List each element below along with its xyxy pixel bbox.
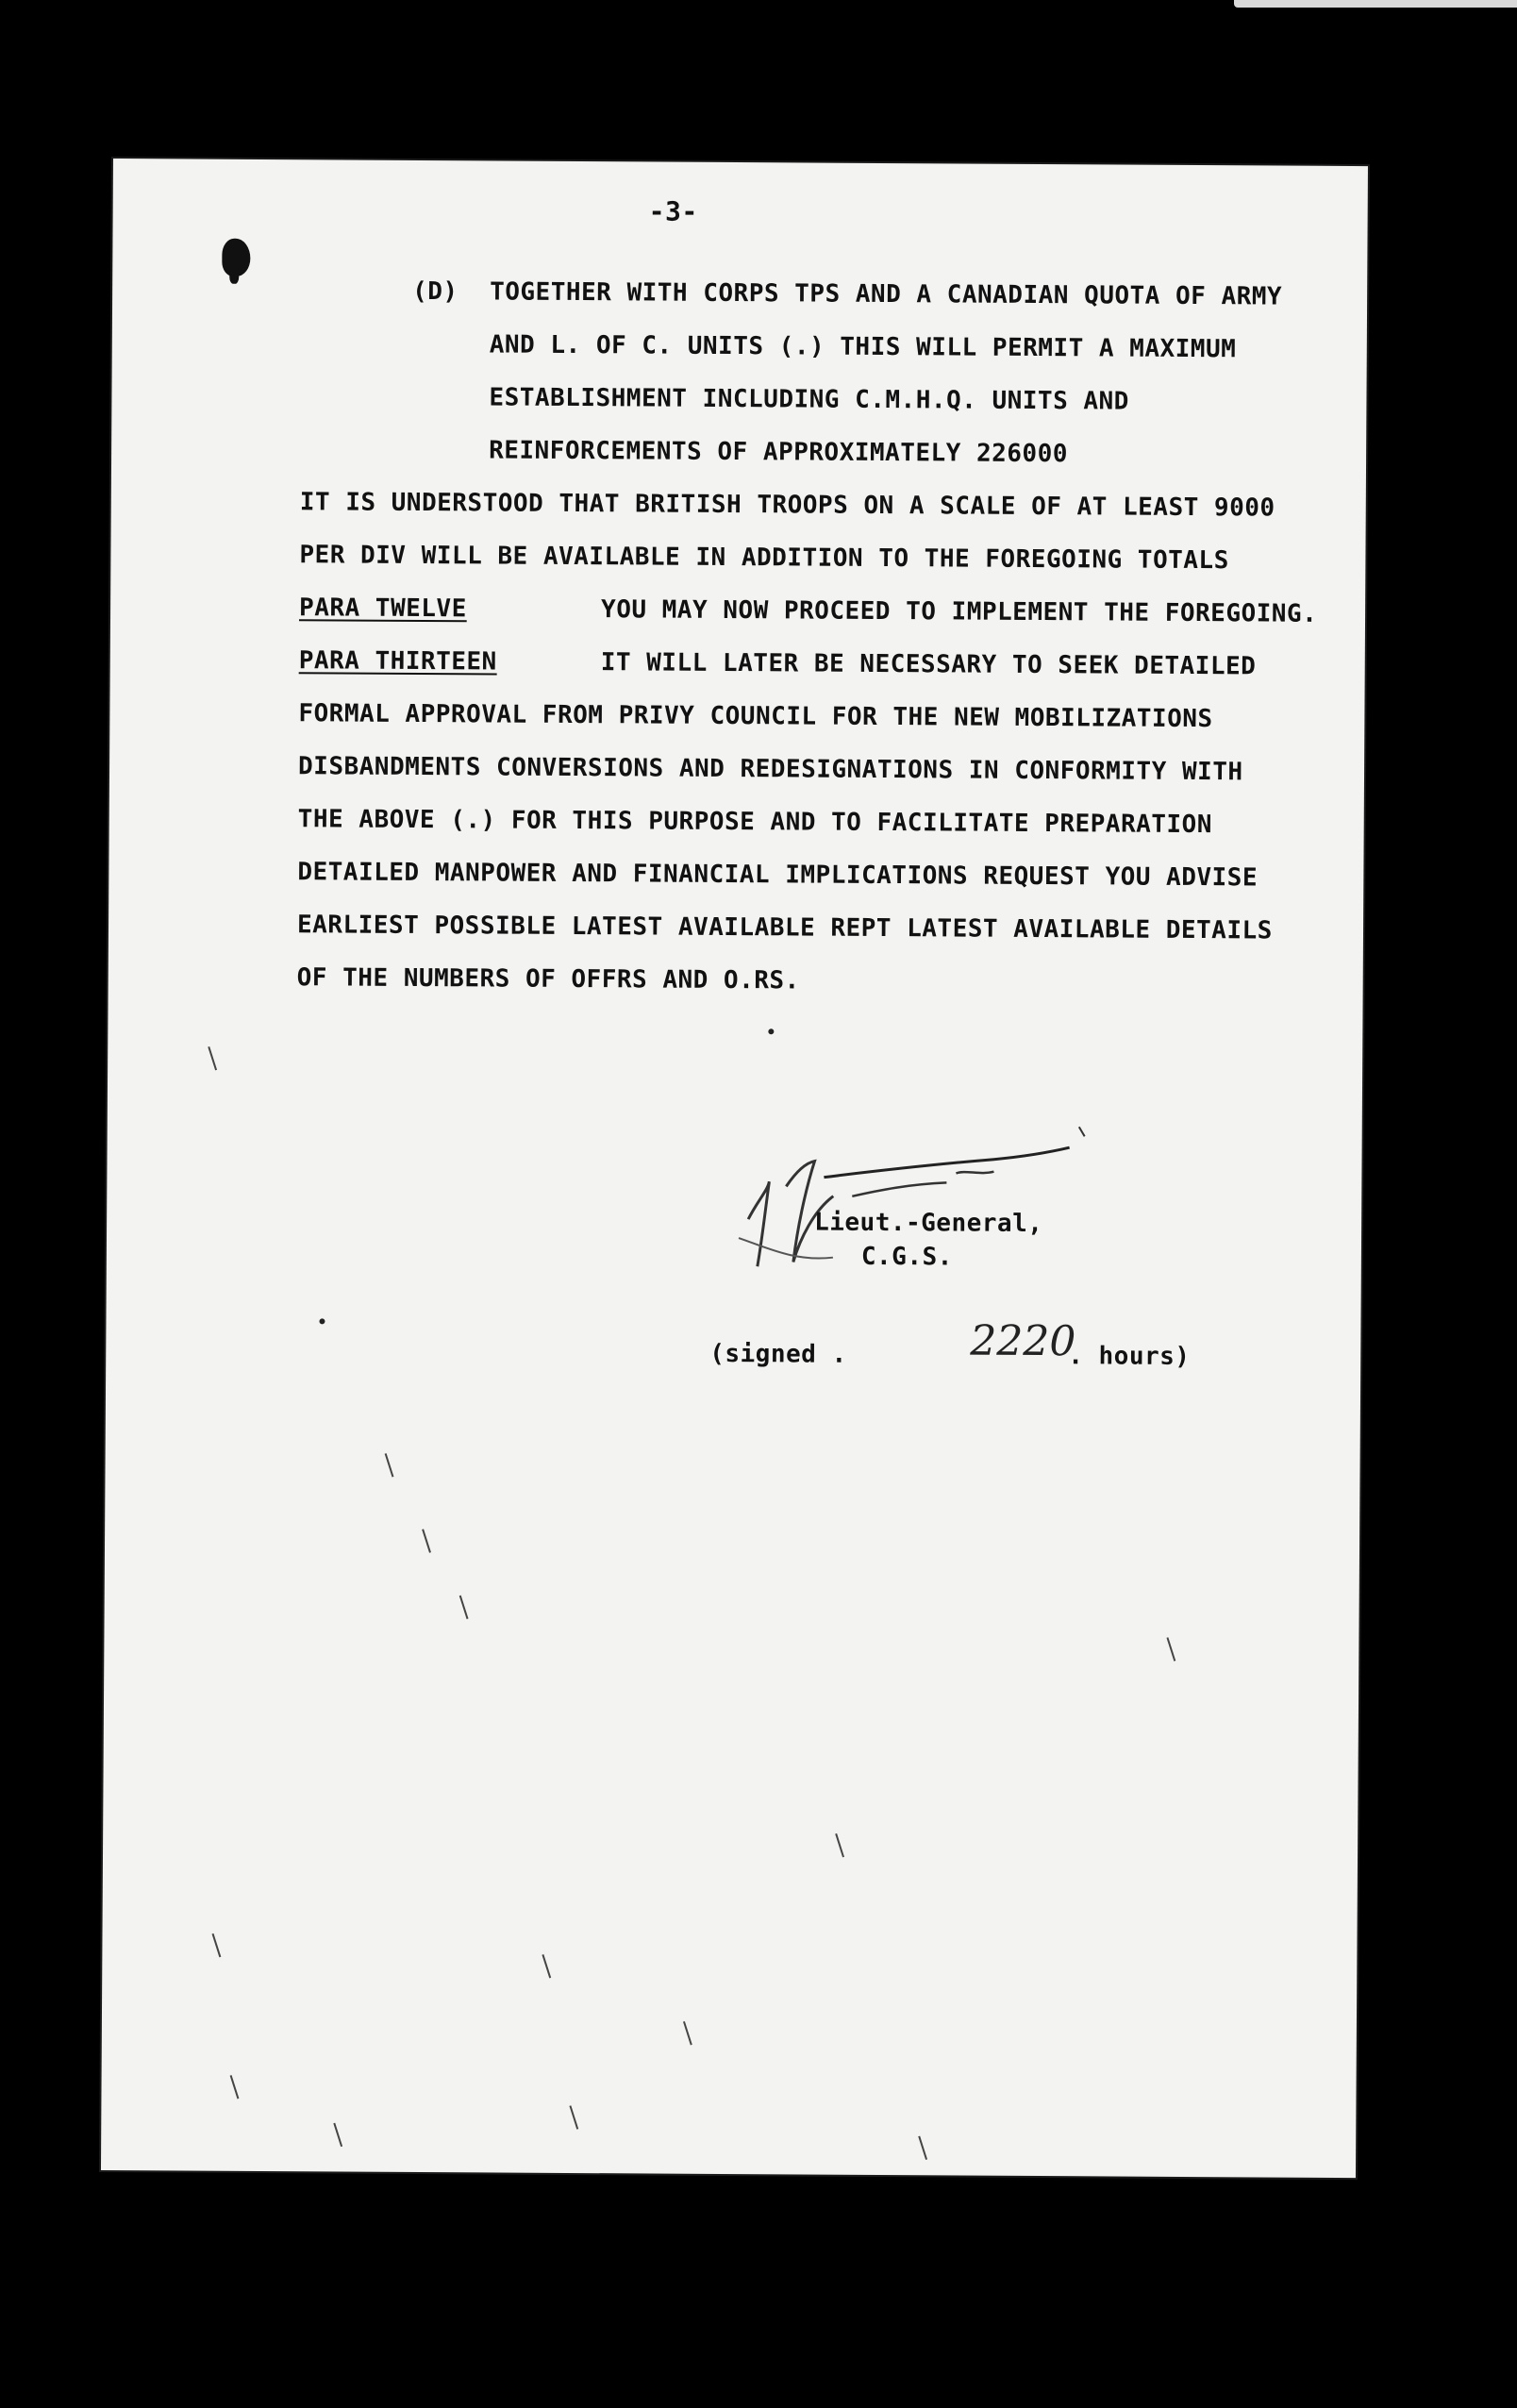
- ink-blot: [222, 239, 250, 276]
- item-label: (D): [412, 276, 458, 307]
- scan-speck: [768, 1028, 774, 1034]
- scan-speck: [319, 1318, 325, 1324]
- para-twelve-label: PARA TWELVE: [299, 594, 467, 624]
- para-thirteen-line: OF THE NUMBERS OF OFFRS AND O.RS.: [296, 963, 800, 995]
- scan-speck: [333, 2123, 342, 2147]
- document-page: [101, 159, 1368, 2178]
- item-line: REINFORCEMENTS OF APPROXIMATELY 226000: [489, 436, 1069, 469]
- para-thirteen-line: FORMAL APPROVAL FROM PRIVY COUNCIL FOR THE NEW MOBILIZATIONS: [298, 699, 1213, 734]
- page-number: -3-: [648, 195, 698, 227]
- scan-edge: [1234, 0, 1517, 8]
- body-line: PER DIV WILL BE AVAILABLE IN ADDITION TO THE FOREGOING TOTALS: [299, 541, 1229, 576]
- scan-speck: [212, 1933, 222, 1957]
- item-line: AND L. OF C. UNITS (.) THIS WILL PERMIT A MAXIMUM: [489, 330, 1237, 364]
- para-thirteen-line: DETAILED MANPOWER AND FINANCIAL IMPLICATIONS REQUEST YOU ADVISE: [297, 858, 1259, 893]
- signed-suffix: . hours): [1068, 1342, 1191, 1371]
- signed-prefix: (signed .: [709, 1339, 847, 1369]
- para-thirteen-label: PARA THIRTEEN: [298, 646, 497, 677]
- signatory-appointment: C.G.S.: [860, 1242, 953, 1272]
- scan-speck: [422, 1529, 431, 1552]
- para-thirteen-line: DISBANDMENTS CONVERSIONS AND REDESIGNATIONS IN CONFORMITY WITH: [297, 752, 1243, 787]
- scan-speck: [918, 2136, 927, 2160]
- scan-speck: [1166, 1637, 1175, 1661]
- scan-speck: [683, 2021, 692, 2045]
- para-thirteen-line: EARLIEST POSSIBLE LATEST AVAILABLE REPT LATEST AVAILABLE DETAILS: [296, 911, 1273, 945]
- scan-speck: [569, 2105, 578, 2129]
- scan-speck: [835, 1833, 844, 1857]
- scan-speck: [230, 2075, 240, 2099]
- scan-speck: [208, 1046, 217, 1070]
- signatory-rank: Lieut.-General,: [814, 1208, 1043, 1239]
- item-line: TOGETHER WITH CORPS TPS AND A CANADIAN QUOTA OF ARMY: [490, 277, 1283, 311]
- body-line: IT IS UNDERSTOOD THAT BRITISH TROOPS ON A SCALE OF AT LEAST 9000: [299, 488, 1275, 523]
- scan-speck: [542, 1954, 551, 1978]
- para-twelve-text: YOU MAY NOW PROCEED TO IMPLEMENT THE FOREGOING.: [600, 595, 1318, 628]
- scan-speck: [459, 1596, 469, 1619]
- scan-speck: [385, 1453, 394, 1477]
- signed-time: 2220: [970, 1316, 1076, 1366]
- para-thirteen-text: IT WILL LATER BE NECESSARY TO SEEK DETAILED: [600, 648, 1257, 681]
- para-thirteen-line: THE ABOVE (.) FOR THIS PURPOSE AND TO FACILITATE PREPARATION: [297, 805, 1213, 840]
- item-line: ESTABLISHMENT INCLUDING C.M.H.Q. UNITS AND: [489, 383, 1129, 416]
